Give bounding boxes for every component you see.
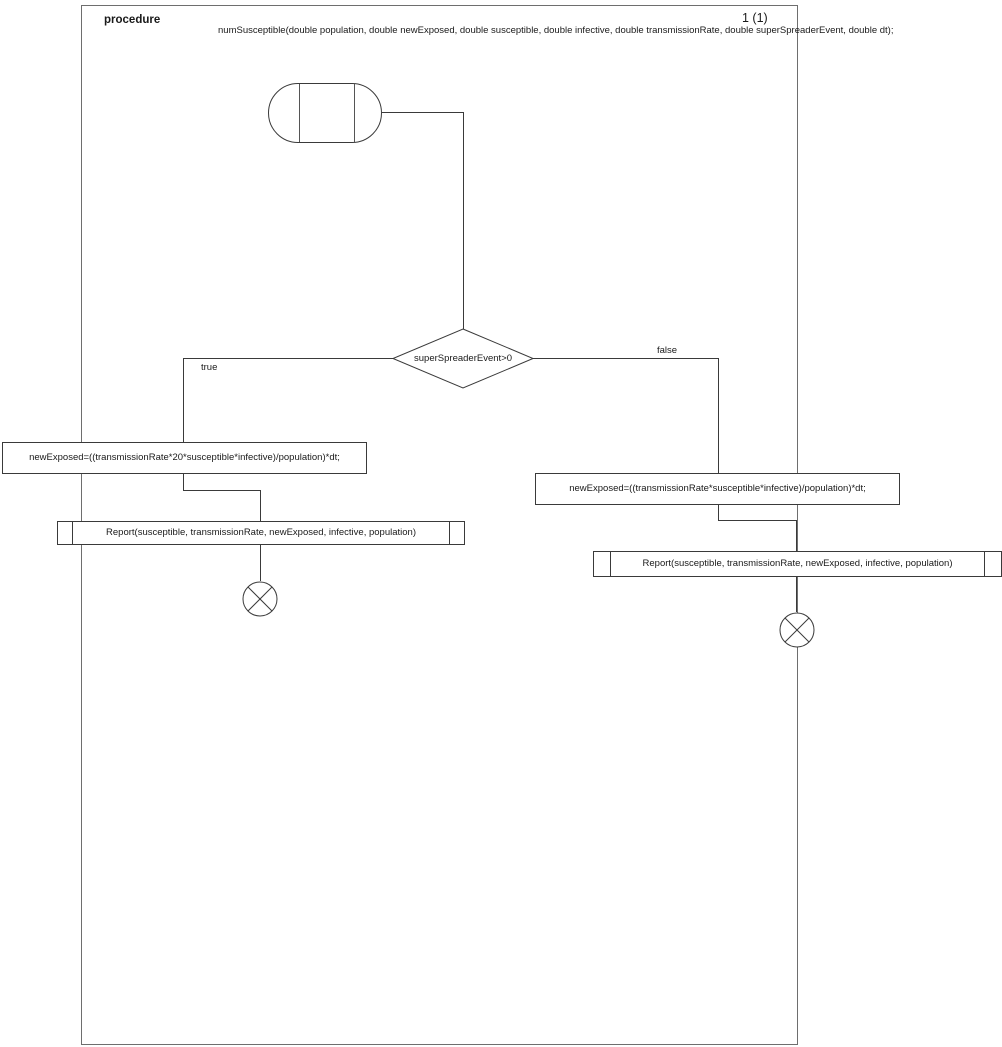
connector-line [796,520,797,551]
assignment-text-false: newExposed=((transmissionRate*susceptible*infective)/population)*dt; [569,483,866,495]
procedure-kind-label: procedure [104,14,161,26]
terminator-inner-bar [299,84,300,142]
connector-line [183,490,261,491]
assignment-text-true: newExposed=((transmissionRate*20*susceptible*infective)/population)*dt; [29,452,340,464]
connector-line [260,545,261,581]
connector-line [183,474,184,490]
connector-line-true [183,358,394,359]
false-label: false [657,345,678,356]
connector-line-false [718,358,719,473]
connector-line [260,490,261,521]
assignment-box-false[interactable] [535,473,900,505]
connector-line-false [533,358,718,359]
report-box-false[interactable] [593,551,1002,577]
page-number: 1 (1) [742,11,768,25]
report-box-side-bar [72,522,73,544]
true-label: true [201,362,218,373]
connector-line [718,505,719,520]
end-connector-icon-false[interactable] [779,612,815,648]
report-text-true: Report(susceptible, transmissionRate, newExposed, infective, population) [106,527,416,539]
connector-line [718,520,797,521]
report-box-side-bar [449,522,450,544]
procedure-signature: numSusceptible(double population, double newExposed, double susceptible, double infective, double transmissionRate, double superSpreaderEvent, double dt); [218,25,894,36]
end-connector-icon-true[interactable] [242,581,278,617]
report-box-side-bar [610,552,611,576]
terminator-inner-bar [354,84,355,142]
connector-line-true [183,358,184,442]
report-box-side-bar [984,552,985,576]
connector-line [796,577,797,612]
assignment-box-true[interactable] [2,442,367,474]
connector-line [382,112,463,113]
report-text-false: Report(susceptible, transmissionRate, newExposed, infective, population) [642,558,953,570]
report-box-true[interactable] [57,521,465,545]
decision-condition: superSpreaderEvent>0 [414,353,512,364]
connector-line [463,112,464,330]
start-terminator-icon[interactable] [268,83,382,143]
